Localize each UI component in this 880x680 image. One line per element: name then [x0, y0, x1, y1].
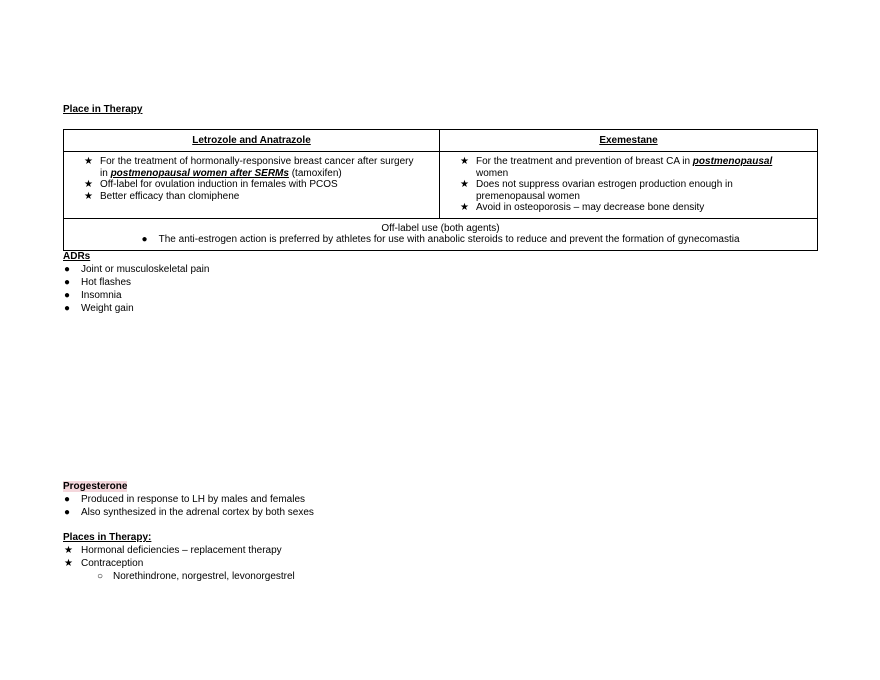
therapy-comparison-table [63, 129, 818, 251]
exemestane-header: Exemestane [440, 130, 818, 152]
item-text: Norethindrone, norgestrel, levonorgestrel [113, 571, 295, 582]
list-item [50, 507, 650, 520]
item-text: Also synthesized in the adrenal cortex by both sexes [81, 507, 314, 518]
list-item [50, 545, 650, 558]
item-text: women [476, 167, 509, 179]
item-text: The anti-estrogen action is preferred by athletes for use with anabolic steroids to reduce and prevent the formation of gynecomastia [158, 234, 740, 245]
list-item [50, 303, 650, 316]
adrs-list [50, 264, 650, 316]
star-icon: ★ [460, 179, 469, 190]
offlabel-title: Off-label use (both agents) [381, 222, 500, 234]
item-text: Produced in response to LH by males and females [81, 494, 306, 505]
emphasis-text: postmenopausal [692, 156, 773, 167]
list-item [50, 277, 650, 290]
star-icon: ★ [84, 156, 93, 167]
offlabel-cell [64, 218, 818, 250]
offlabel-item [70, 234, 811, 246]
list-item [50, 264, 650, 277]
exemestane-item [460, 202, 799, 214]
item-text: (tamoxifen) [288, 167, 342, 179]
bullet-icon: ● [64, 277, 71, 288]
bullet-icon: ● [64, 507, 71, 518]
adrs-heading: ADRs [63, 251, 91, 262]
list-item [50, 494, 650, 507]
star-icon: ★ [84, 179, 93, 190]
contraception-sublist [50, 571, 650, 584]
item-text: Hormonal deficiencies – replacement therapy [81, 545, 282, 556]
item-text: Weight gain [81, 303, 134, 314]
progesterone-title: Progesterone [63, 481, 128, 492]
item-text: Joint or musculoskeletal pain [81, 264, 210, 275]
exemestane-item [460, 156, 799, 179]
list-item [50, 571, 650, 584]
item-text: Off-label for ovulation induction in females with PCOS [100, 179, 338, 190]
bullet-icon: ● [64, 290, 71, 301]
exemestane-item [460, 179, 799, 202]
star-icon: ★ [460, 202, 469, 213]
list-item [50, 290, 650, 303]
star-icon: ★ [84, 190, 93, 202]
list-item [50, 558, 650, 571]
star-icon: ★ [64, 558, 73, 569]
places-in-therapy-list [50, 545, 650, 571]
item-text: For the treatment and prevention of breast CA in [476, 156, 693, 167]
progesterone-list [50, 494, 650, 520]
bullet-icon: ● [64, 264, 71, 275]
star-icon: ★ [460, 156, 469, 167]
item-text: Avoid in osteoporosis – may decrease bone density [476, 202, 705, 213]
letrozole-item [84, 191, 421, 203]
item-text: Insomnia [81, 290, 122, 301]
circle-bullet-icon: ○ [97, 571, 104, 582]
letrozole-item [84, 179, 421, 191]
item-text: For the treatment of hormonally-responsive breast cancer after surgery in [100, 156, 414, 179]
place-in-therapy-heading: Place in Therapy [63, 104, 143, 115]
item-text: Hot flashes [81, 277, 132, 288]
places-in-therapy-heading: Places in Therapy: [63, 532, 152, 543]
bullet-icon: ● [64, 303, 71, 314]
item-text: Contraception [81, 558, 144, 569]
bullet-icon: ● [64, 494, 71, 505]
letrozole-item [84, 156, 421, 179]
letrozole-anatrazole-header: Letrozole and Anatrazole [64, 130, 440, 152]
item-text: Does not suppress ovarian estrogen production enough in premenopausal women [476, 179, 733, 202]
emphasis-text: postmenopausal women after SERMs [110, 167, 289, 179]
exemestane-cell [440, 152, 818, 219]
progesterone-heading [63, 481, 127, 493]
letrozole-anatrazole-cell [64, 152, 440, 219]
bullet-icon: ● [141, 234, 148, 245]
star-icon: ★ [64, 545, 73, 556]
item-text: Better efficacy than clomiphene [100, 190, 240, 202]
